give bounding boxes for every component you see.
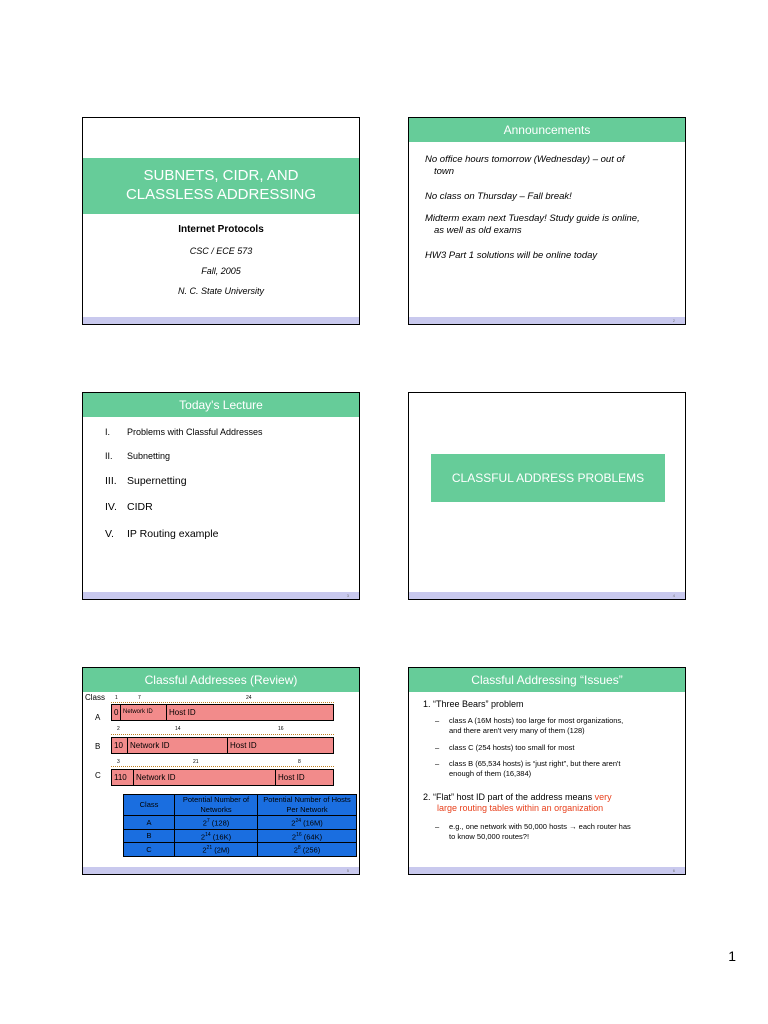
slide-announcements: [408, 117, 686, 325]
subpoint-text: enough of them (16,384): [449, 768, 532, 778]
item-number: I.: [105, 427, 111, 437]
announcement-item: [425, 191, 675, 203]
network-id-field: Network ID: [134, 770, 276, 785]
item-text: CIDR: [127, 501, 153, 513]
slide-footer: [83, 867, 359, 874]
slide-footer: [409, 592, 685, 599]
address-bar-class-b: [111, 737, 334, 754]
announcement-line: No office hours tomorrow (Wednesday) – out of: [425, 154, 625, 165]
class-letter: A: [95, 713, 101, 722]
bit-count: 3: [117, 759, 120, 765]
emphasis-text: large routing tables within an organization: [437, 803, 604, 813]
prefix-bits: 0: [112, 705, 121, 720]
host-id-field: Host ID: [169, 708, 196, 717]
emphasis-text: very: [594, 792, 612, 802]
slide-header: Today's Lecture: [83, 393, 359, 417]
bit-width-arrow: [111, 766, 334, 767]
slide-page-number: 4: [672, 593, 675, 598]
announcement-line: town: [434, 166, 455, 177]
classful-table: [123, 794, 357, 857]
point-text: 2. “Flat” host ID part of the address means: [423, 792, 595, 802]
table-cell: B: [124, 829, 175, 843]
title-line-2: CLASSLESS ADDRESSING: [125, 186, 317, 203]
bit-count: 8: [298, 759, 301, 765]
lecture-item: [105, 501, 153, 513]
address-bar-class-c: [111, 769, 334, 786]
slide-classful-addresses: [82, 667, 360, 875]
item-number: V.: [105, 528, 114, 540]
issue-subpoint: – e.g., one network with 50,000 hosts → each router has to know 50,000 routes?!: [435, 822, 681, 841]
bit-count: 14: [175, 726, 181, 732]
subpoint-text: to know 50,000 routes?!: [449, 831, 530, 841]
item-text: Supernetting: [127, 475, 187, 487]
issue-point: 1. “Three Bears” problem: [423, 699, 524, 709]
announcement-line: as well as old exams: [434, 225, 522, 236]
slide-page-number: 6: [672, 868, 675, 873]
bit-width-arrow: [111, 702, 334, 703]
slide-footer: [409, 317, 685, 324]
subpoint-text: class C (254 hosts) too small for most: [449, 743, 575, 752]
prefix-bits: 10: [112, 738, 128, 753]
class-column-label: Class: [85, 693, 106, 702]
item-text: Subnetting: [127, 451, 171, 461]
course: CSC / ECE 573: [189, 246, 253, 256]
host-id-field: Host ID: [278, 773, 305, 782]
table-cell: $2^{14}$ (16K): [175, 829, 258, 843]
announcement-line: HW3 Part 1 solutions will be online today: [425, 250, 598, 261]
slide-header: Classful Addresses (Review): [83, 668, 359, 692]
item-text: Problems with Classful Addresses: [127, 427, 263, 437]
issue-point: [423, 792, 681, 814]
title-band: [83, 158, 359, 214]
item-number: III.: [105, 475, 117, 487]
table-header-row: [124, 795, 357, 816]
slide-footer: [409, 867, 685, 874]
network-id-field: Network ID: [121, 705, 167, 720]
subpoint-text: class B (65,534 hosts) is “just right”, but there aren't: [449, 759, 621, 768]
table-cell: $2^{16}$ (64K): [258, 829, 357, 843]
item-number: II.: [105, 451, 113, 461]
issue-subpoint: – class B (65,534 hosts) is “just right”, but there aren't enough of them (16,384): [435, 759, 681, 778]
column-header: Potential Number of Hosts Per Network: [258, 795, 357, 816]
table-cell: A: [124, 816, 175, 830]
table-cell: $2^{24}$ (16M): [258, 816, 357, 830]
bit-count: 16: [278, 726, 284, 732]
issue-subpoint: – class A (16M hosts) too large for most organizations, and there aren't very many of them (128): [435, 716, 681, 735]
lecture-item: [105, 528, 218, 540]
item-text: IP Routing example: [127, 528, 219, 540]
issue-subpoint: – class C (254 hosts) too small for most: [435, 743, 575, 752]
table-row: [124, 816, 357, 830]
subpoint-text: and there aren't very many of them (128): [449, 725, 585, 735]
bit-count: 2: [117, 726, 120, 732]
bit-width-arrow: [111, 734, 334, 735]
lecture-item: [105, 427, 263, 437]
table-row: [124, 829, 357, 843]
slide-title: [82, 117, 360, 325]
term: Fall, 2005: [201, 266, 241, 276]
item-number: IV.: [105, 501, 117, 513]
title-line-1: SUBNETS, CIDR, AND: [143, 167, 299, 184]
lecture-item: [105, 475, 187, 487]
table-cell: $2^8$ (256): [258, 843, 357, 857]
table-cell: $2^7$ (128): [175, 816, 258, 830]
subtitle: Internet Protocols: [178, 224, 264, 235]
column-header: Class: [124, 795, 175, 816]
slide-page-number: 2: [672, 318, 675, 323]
slide-classful-issues: [408, 667, 686, 875]
column-header: Potential Number of Networks: [175, 795, 258, 816]
slide-section-title: [408, 392, 686, 600]
class-letter: B: [95, 742, 101, 751]
prefix-bits: 110: [112, 770, 134, 785]
announcement-item: [425, 154, 675, 178]
lecture-item: [105, 451, 170, 461]
announcement-line: Midterm exam next Tuesday! Study guide is online,: [425, 213, 640, 224]
bit-count: 21: [193, 759, 199, 765]
slide-page-number: 5: [346, 868, 349, 873]
announcement-item: [425, 213, 675, 237]
slide-footer: [83, 317, 359, 324]
subpoint-text: e.g., one network with 50,000 hosts → each router has: [449, 822, 631, 831]
slide-page-number: 3: [346, 593, 349, 598]
table-cell: C: [124, 843, 175, 857]
announcement-item: [425, 250, 675, 262]
bit-count: 1: [115, 695, 118, 701]
slide-todays-lecture: [82, 392, 360, 600]
bit-count: 7: [138, 695, 141, 701]
subpoint-text: class A (16M hosts) too large for most organizations,: [449, 716, 624, 725]
table-row: [124, 843, 357, 857]
address-bar-class-a: [111, 704, 334, 721]
bit-count: 24: [246, 695, 252, 701]
host-id-field: Host ID: [230, 741, 257, 750]
university: N. C. State University: [177, 286, 265, 296]
slide-header: Classful Addressing “Issues”: [409, 668, 685, 692]
network-id-field: Network ID: [128, 738, 228, 753]
table-cell: $2^{21}$ (2M): [175, 843, 258, 857]
class-letter: C: [95, 771, 101, 780]
slide-header: Announcements: [409, 118, 685, 142]
announcement-line: No class on Thursday – Fall break!: [425, 191, 572, 202]
slide-footer: [83, 592, 359, 599]
section-band: CLASSFUL ADDRESS PROBLEMS: [431, 454, 665, 502]
handout-page-number: 1: [728, 948, 736, 964]
